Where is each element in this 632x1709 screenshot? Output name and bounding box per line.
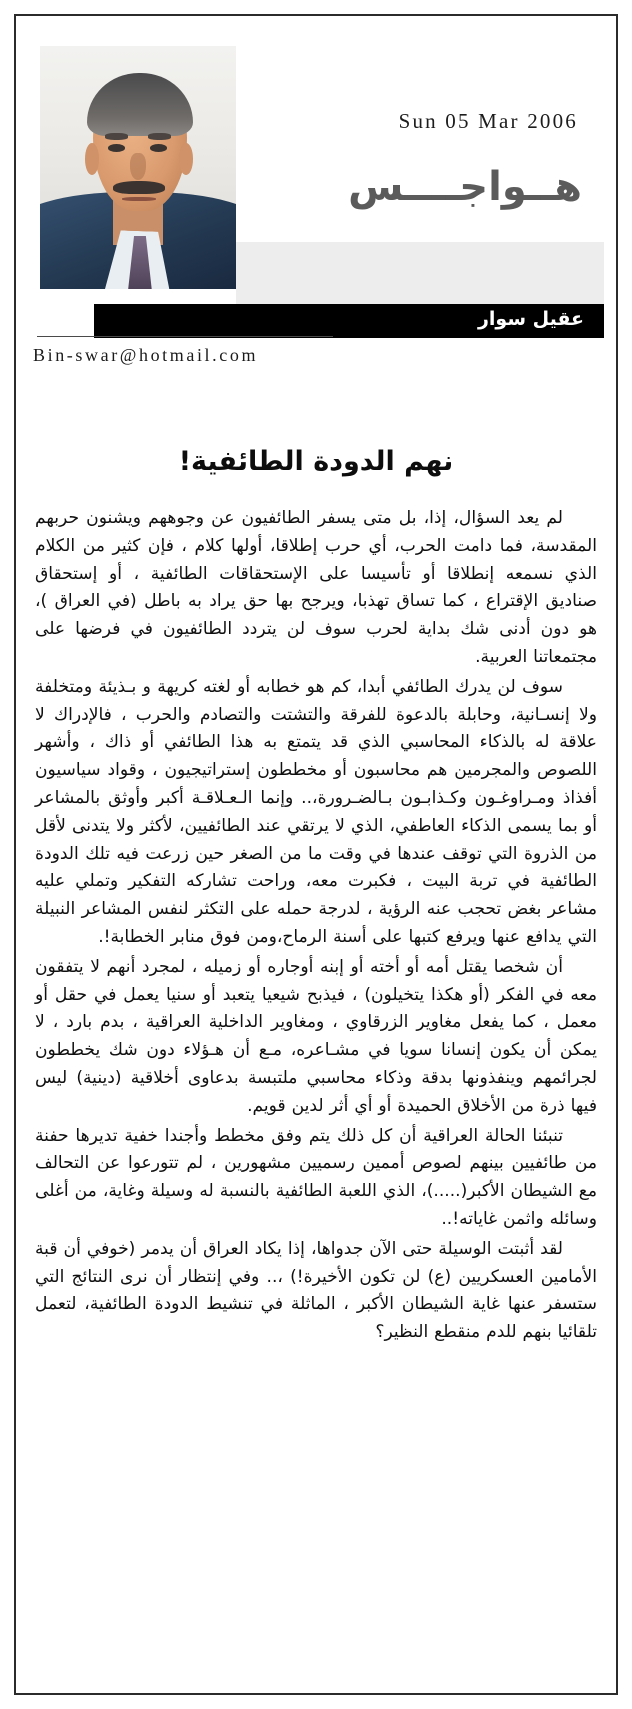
- portrait-eyebrow-left: [105, 133, 129, 139]
- author-portrait-photo: [40, 46, 236, 289]
- portrait-ear-right: [179, 143, 193, 175]
- article-paragraph: تنبئنا الحالة العراقية أن كل ذلك يتم وفق مخطط وأجندا خفية تديرها حفنة من طائفيين بينهم لصوص أممين رسميين مشهورين ، لم تتورعوا عن التحالف مع الشيطان الأكبر(.....)، الذي اللعبة الطائفية بالنسبة له وسيلة وغاية، من أغلى وسائله واثمن غاياته!..: [35, 1125, 597, 1229]
- contact-block: [33, 336, 333, 366]
- article-paragraph: لقد أثبتت الوسيلة حتى الآن جدواها، إذا يكاد العراق أن يدمر (خوفي أن قبة الأمامين العسكريين (ع) لن تكون الأخيرة!) ،.. وفي إنتظار أن نرى النتائج التي ستسفر عنها غاية الشيطان الأكبر ، الماثلة في تنشيط الدودة الطائفية، لتعمل تلقائيا بنهم للدم منقطع النظير؟: [35, 1238, 597, 1343]
- masthead: [14, 14, 618, 330]
- article-paragraph: لم يعد السؤال، إذا، بل متى يسفر الطائفيون عن وجوههم ويشنون حربهم المقدسة، فما دامت الحرب، أي حرب إطلاقا، أولها كلام ، فإن كثير من الكلام الذي نسمعه إنطلاقا أو تأسيسا على الإستحقاقات الطائفية ، أو إستحقاق صناديق الإقتراع ، كما تساق تهذبا، ويرجح بها حق يراد به باطل (في العراق )، هو دون أدنى شك بداية لحرب سوف لن يتردد الطائفيون في فرضها على مجتمعاتنا العربية.: [35, 508, 597, 667]
- author-name-bar: [94, 304, 604, 338]
- column-title: هــواجــــس: [348, 164, 582, 210]
- article-body: [35, 505, 597, 1347]
- article-paragraph: أن شخصا يقتل أمه أو أخته أو إبنه أوجاره أو زميله ، لمجرد أنهم لا يتفقون معه في الفكر (أو هكذا يتخيلون) ، فيذبح شيعيا يتعبد أو سنيا يعمل في حقل أو معمل ، كما يفعل مغاوير الزرقاوي ، ومغاوير الداخلية العراقية ، بدم بارد ، لا يمكن أن يكون إنسانا سويا في مشـاعره، مـع أن هـؤلاء دون شك يخططون لجرائمهم وينفذونها بدقة وذكاء محاسبي ملتبسة بدعاوى أخلاقية (دينية) ليس فيها ذرة من الأخلاق الحميدة أو أي أثر لدين قويم.: [35, 956, 597, 1116]
- email-divider: [37, 336, 333, 337]
- article-paragraph: سوف لن يدرك الطائفي أبدا، كم هو خطابه أو لغته كريهة و بـذيئة ومتخلفة ولا إنسـانية، وحابلة بالدعوة للفرقة والتشتت والتصادم والحرب ، فالإدراك لا علاقة له بالذكاء المحاسبي الذي قد يتمتع به هذا الطائفي أو ذاك ، وأشهر اللصوص والمجرمين هم محاسبون أو مخططون إستراتيجيون ، وقواد سياسيون أفذاذ ومـراوغـون وكـذابـون بـالضـرورة،.. وإنما الـعـلاقـة أكبر وأوثق بالمشاعر أو بما يسمى الذكاء العاطفي، الذي لا يرتقي عند الطائفيين، لأكثر ولا يتدنى لأقل من الذروة التي توقف عندها في وقت ما من الصغر حين زرعت فيه تلك الدودة الطائفية في تربة البيت ، فكبرت معه، وراحت تشاركه التفكير وتملي عليه مشاعر بغض تحجب عنه الرؤية ، لدرجة حمله على التكثر لنفس المشاعر النبيلة التي يدافع عنها ويرفع كتبها على أسنة الرماح،ومن فوق منابر الخطابة!.: [35, 676, 597, 947]
- author-name: عقيل سوار: [477, 308, 584, 330]
- article-headline: نهم الدودة الطائفية!: [178, 446, 454, 478]
- portrait-mustache: [113, 181, 166, 194]
- portrait-ear-left: [85, 143, 99, 175]
- masthead-gray-band: [236, 242, 604, 304]
- author-email-link[interactable]: Bin-swar@hotmail.com: [33, 345, 259, 365]
- portrait-mouth: [122, 197, 155, 201]
- portrait-nose: [130, 153, 146, 180]
- publication-date: Sun 05 Mar 2006: [398, 109, 578, 133]
- portrait-eyebrow-right: [148, 133, 172, 139]
